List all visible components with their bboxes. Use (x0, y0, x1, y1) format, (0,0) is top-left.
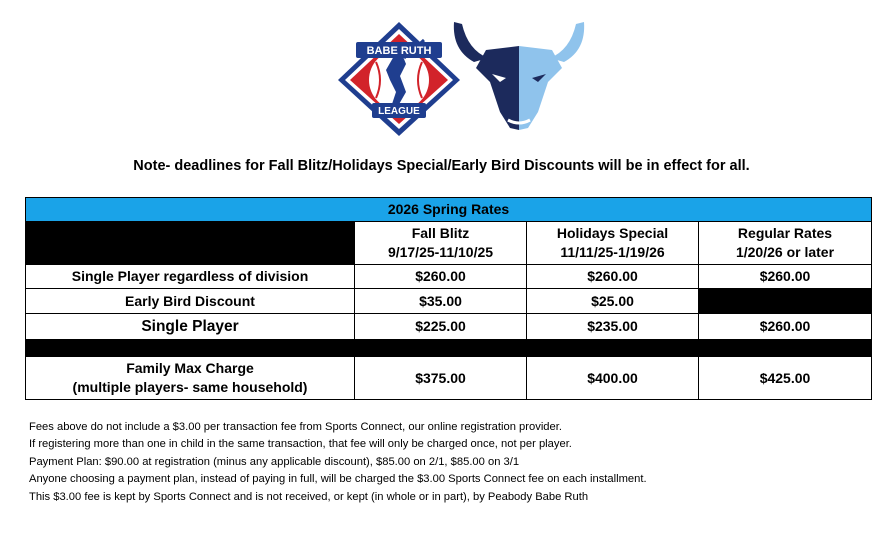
bull-logo (448, 16, 590, 138)
column-name: Fall Blitz (411, 225, 470, 241)
price-cell: $400.00 (527, 357, 699, 400)
footnote-line: If registering more than one in child in the same transaction, that fee will only be charged once, not per player. (29, 438, 572, 451)
separator-bar (26, 340, 872, 357)
price-cell: $225.00 (355, 314, 527, 340)
column-dates: 11/11/25-1/19/26 (560, 244, 665, 260)
table-title: 2026 Spring Rates (26, 198, 872, 222)
fee-footnotes (29, 419, 647, 506)
price-cell: $260.00 (699, 265, 872, 289)
spring-rates-table (25, 197, 872, 400)
row-label-line: Family Max Charge (126, 360, 254, 376)
row-label: Single Player regardless of division (26, 265, 355, 289)
price-cell: $25.00 (527, 289, 699, 314)
row-label-line: (multiple players- same household) (72, 379, 308, 395)
column-dates: 1/20/26 or later (735, 244, 835, 260)
column-name: Holidays Special (556, 225, 669, 241)
table-row-base-price (26, 265, 872, 289)
table-title-row (26, 198, 872, 222)
table-row-family-max (26, 357, 872, 400)
babe-ruth-logo-bottom-text: LEAGUE (378, 106, 420, 117)
row-label: Single Player (26, 314, 355, 340)
price-cell: $425.00 (699, 357, 872, 400)
not-applicable-cell (699, 289, 872, 314)
footnote-line: Anyone choosing a payment plan, instead of paying in full, will be charged the $3.00 Sports Connect fee on each installment. (29, 473, 647, 486)
column-header-fall-blitz (355, 222, 527, 265)
footnote-line: Payment Plan: $90.00 at registration (minus any applicable discount), $85.00 on 2/1, $85.00 on 3/1 (29, 455, 520, 468)
header-blank-cell (26, 222, 355, 265)
price-cell: $375.00 (355, 357, 527, 400)
price-cell: $260.00 (527, 265, 699, 289)
row-label (26, 357, 355, 400)
price-cell: $35.00 (355, 289, 527, 314)
column-header-holidays-special (527, 222, 699, 265)
table-row-early-bird (26, 289, 872, 314)
babe-ruth-logo-top-text: BABE RUTH (366, 45, 432, 57)
price-cell: $235.00 (527, 314, 699, 340)
table-separator-row (26, 340, 872, 357)
column-name: Regular Rates (737, 225, 833, 241)
footnote-line: This $3.00 fee is kept by Sports Connect and is not received, or kept (in whole or in part), by Peabody Babe Ruth (29, 490, 589, 503)
babe-ruth-league-logo (336, 20, 462, 138)
deadline-note: Note- deadlines for Fall Blitz/Holidays Special/Early Bird Discounts will be in effect for all. (133, 158, 750, 174)
price-cell: $260.00 (355, 265, 527, 289)
row-label: Early Bird Discount (26, 289, 355, 314)
column-dates: 9/17/25-11/10/25 (387, 244, 494, 260)
price-cell: $260.00 (699, 314, 872, 340)
footnote-line: Fees above do not include a $3.00 per transaction fee from Sports Connect, our online registration provider. (29, 421, 562, 433)
table-row-single-player (26, 314, 872, 340)
table-header-row (26, 222, 872, 265)
column-header-regular-rates (699, 222, 872, 265)
